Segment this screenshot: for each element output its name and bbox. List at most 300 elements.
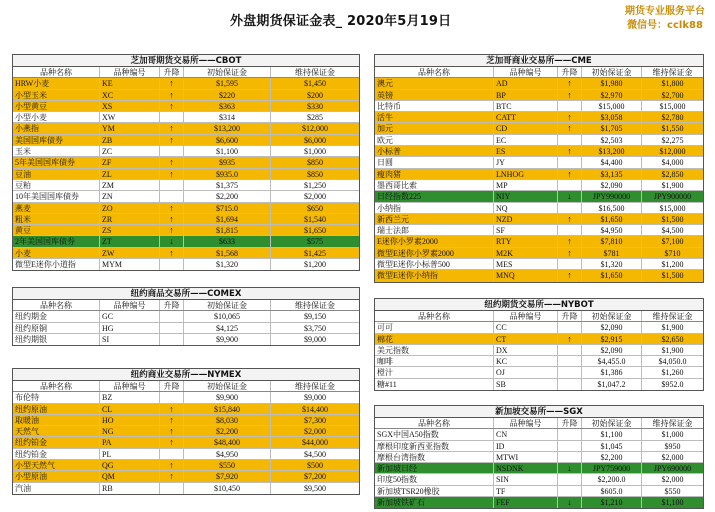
initial-margin: $1,650 [582,214,642,224]
maintenance-margin: $952.0 [661,379,684,389]
maintenance-margin: $1,450 [304,79,326,89]
arrow-up-icon: ↑ [558,236,582,246]
arrow-up-icon: ↑ [160,157,184,167]
table-row [375,463,703,474]
arrow-up-icon: ↑ [160,426,184,436]
product-name: 可可 [375,322,494,332]
initial-margin: $1,210 [582,497,642,508]
table-row [13,78,359,89]
product-code: ID [494,441,558,451]
product-code: CATT [494,112,558,122]
maintenance-margin: $7,200 [304,472,326,482]
maintenance-margin: $14,400 [302,404,328,414]
maintenance-margin: $6,000 [304,135,326,145]
maintenance-margin: $1,500 [661,214,684,224]
product-name: 印度50指数 [375,474,494,484]
updown-cell [558,367,582,377]
maintenance-margin: JPY900000 [653,192,692,202]
initial-margin: $9,900 [184,392,271,402]
initial-margin: $16,500 [582,203,642,213]
initial-margin: $15,840 [184,404,271,414]
initial-margin: $48,400 [184,437,271,447]
maintenance-margin: $7,300 [304,415,326,425]
sgx-title: 新加坡交易所——SGX [375,406,703,418]
sgx-table [374,405,704,509]
product-code: ZB [100,135,160,145]
initial-margin: $363 [184,101,271,111]
column-header-updown: 升降 [160,67,184,77]
maintenance-margin: $2,000 [661,452,684,462]
table-row [13,203,359,214]
product-code: AD [494,78,558,88]
updown-cell [558,157,582,167]
table-row [375,429,703,440]
initial-margin: $935.0 [184,169,271,179]
maintenance-margin: $1,800 [661,79,684,89]
maintenance-margin: $500 [307,461,323,471]
maintenance-margin: $650 [307,203,323,213]
product-name: 纽约原铜 [13,323,100,333]
column-header-initial: 初始保证金 [582,67,642,77]
table-row [375,270,703,281]
maintenance-margin: $9,500 [304,483,326,493]
product-name: 豆油 [13,169,100,179]
column-header-updown: 升降 [558,418,582,428]
arrow-up-icon: ↑ [558,90,582,100]
product-code: CT [494,334,558,344]
updown-cell [160,191,184,201]
column-header-name: 品种名称 [375,311,494,321]
product-code: MNQ [494,270,558,281]
table-row [375,225,703,236]
column-header-code: 品种编号 [494,311,558,321]
product-name: 新加坡日经 [375,463,494,473]
initial-margin: $1,320 [582,259,642,269]
arrow-down-icon: ↓ [558,463,582,473]
comex-column-header [13,300,359,311]
product-name: 布伦特 [13,392,100,402]
product-name: 美元指数 [375,345,494,355]
initial-margin: $3,058 [582,112,642,122]
product-code: MP [494,180,558,190]
product-name: 墨西哥比索 [375,180,494,190]
table-row [375,169,703,180]
maintenance-margin: $2,780 [661,113,684,123]
maintenance-margin: $4,500 [304,449,326,459]
product-name: 咖啡 [375,356,494,366]
product-code: LNHOG [494,169,558,179]
table-row [375,236,703,247]
product-name: 小型小麦 [13,112,100,122]
maintenance-margin: $1,540 [304,214,326,224]
product-code: SB [494,379,558,390]
maintenance-margin: $15,000 [659,101,686,111]
initial-margin: $1,386 [582,367,642,377]
initial-margin: $1,047.2 [582,379,642,390]
updown-cell [558,180,582,190]
maintenance-margin: $9,000 [304,393,326,403]
column-header-updown: 升降 [160,381,184,391]
table-row [13,404,359,415]
product-code: HG [100,323,160,333]
arrow-up-icon: ↑ [558,78,582,88]
column-header-maintenance: 维持保证金 [295,382,335,391]
updown-cell [558,441,582,451]
table-row [13,311,359,322]
product-name: 小型玉米 [13,90,100,100]
product-name: 纽约铂金 [13,449,100,459]
maintenance-margin: $1,000 [661,430,684,440]
initial-margin: $4,125 [184,323,271,333]
cme-title: 芝加哥商业交易所——CME [375,55,703,67]
product-code: ZM [100,180,160,190]
product-name: 10年美国国库债券 [13,191,100,201]
maintenance-margin: $2,275 [661,135,684,145]
product-code: XS [100,101,160,111]
product-code: FEF [494,497,558,508]
product-code: CL [100,404,160,414]
product-name: HRW小麦 [13,78,100,88]
initial-margin: $935 [184,157,271,167]
arrow-up-icon: ↑ [558,146,582,156]
table-row [13,426,359,437]
initial-margin: $2,090 [582,322,642,332]
arrow-up-icon: ↑ [160,101,184,111]
maintenance-margin: $4,000 [661,158,684,168]
maintenance-margin: $1,260 [661,368,684,378]
arrow-up-icon: ↑ [160,78,184,88]
initial-margin: $4,950 [582,225,642,235]
product-code: ZN [100,191,160,201]
product-name: 糖#11 [375,379,494,390]
table-row [13,112,359,123]
initial-margin: $2,503 [582,135,642,145]
product-code: BTC [494,101,558,111]
nybot-table [374,298,704,391]
product-name: 黄豆 [13,225,100,235]
column-header-code: 品种编号 [100,300,160,310]
table-row [13,471,359,482]
page-title: 外盘期货保证金表_ 2020年5月19日 [230,14,452,29]
table-row [375,248,703,259]
product-name: 摩根台湾指数 [375,452,494,462]
maintenance-margin: $9,000 [304,334,326,344]
product-name: 棉花 [375,334,494,344]
column-header-name: 品种名称 [13,381,100,391]
product-name: 燕麦 [13,203,100,213]
maintenance-margin: $575 [307,237,323,247]
product-code: NIY [494,191,558,201]
table-row [375,367,703,378]
updown-cell [558,345,582,355]
arrow-up-icon: ↑ [160,214,184,224]
table-row [375,259,703,270]
updown-cell [160,180,184,190]
brand-line-2: 微信号：cclk88 [627,20,703,31]
column-header-updown: 升降 [558,311,582,321]
initial-margin: $4,455.0 [582,356,642,366]
initial-margin: $7,810 [582,236,642,246]
updown-cell [558,101,582,111]
nymex-table [12,368,360,495]
initial-margin: $6,600 [184,135,271,145]
product-name: 小燕指 [13,123,100,133]
updown-cell [558,322,582,332]
product-name: 加元 [375,123,494,133]
table-row [375,497,703,508]
updown-cell [558,474,582,484]
table-row [13,191,359,202]
maintenance-margin: $1,650 [304,226,326,236]
product-name: 欧元 [375,135,494,145]
maintenance-margin: $9,150 [304,312,326,322]
table-row [375,379,703,390]
table-row [13,334,359,345]
initial-margin: $314 [184,112,271,122]
initial-margin: $550 [184,460,271,470]
arrow-up-icon: ↑ [160,135,184,145]
table-row [13,437,359,448]
product-name: 天然气 [13,426,100,436]
table-row [375,356,703,367]
initial-margin: $9,900 [184,334,271,345]
product-code: OJ [494,367,558,377]
product-name: 英镑 [375,90,494,100]
updown-cell [160,323,184,333]
table-row [375,452,703,463]
arrow-up-icon: ↑ [160,90,184,100]
arrow-up-icon: ↑ [558,112,582,122]
arrow-down-icon: ↓ [558,497,582,508]
product-code: NQ [494,203,558,213]
product-name: 小型原油 [13,471,100,481]
updown-cell [558,135,582,145]
product-code: QM [100,471,160,481]
product-name: 小纳指 [375,203,494,213]
column-header-name: 品种名称 [13,300,100,310]
product-code: BP [494,90,558,100]
column-header-updown: 升降 [160,300,184,310]
initial-margin: $13,200 [184,123,271,133]
maintenance-margin: $550 [664,486,681,496]
table-row [375,486,703,497]
product-name: 比特币 [375,101,494,111]
initial-margin: $15,000 [582,101,642,111]
brand-label [625,5,705,33]
product-name: 日经指数225 [375,191,494,201]
product-name: 瘦肉猪 [375,169,494,179]
initial-margin: $3,135 [582,169,642,179]
product-code: RTY [494,236,558,246]
column-header-maintenance: 维持保证金 [652,312,693,321]
initial-margin: $2,200 [184,191,271,201]
maintenance-margin: $12,000 [659,147,686,157]
updown-cell [558,452,582,462]
cbot-column-header [13,67,359,78]
maintenance-margin: $330 [307,101,323,111]
product-name: 新加坡铁矿石 [375,497,494,508]
initial-margin: $10,065 [184,311,271,321]
initial-margin: $1,568 [184,248,271,258]
product-name: 微型E迷你小道指 [13,259,100,270]
table-row [13,101,359,112]
initial-margin: $1,045 [582,441,642,451]
table-row [375,345,703,356]
product-code: SI [100,334,160,345]
product-code: NG [100,426,160,436]
product-code: MES [494,259,558,269]
initial-margin: $7,920 [184,471,271,481]
cme-table [374,54,704,283]
product-code: MYM [100,259,160,270]
product-name: 橙汁 [375,367,494,377]
updown-cell [160,146,184,156]
comex-table [12,287,360,346]
arrow-up-icon: ↑ [160,169,184,179]
product-name: 豆粕 [13,180,100,190]
table-row [13,123,359,134]
updown-cell [558,203,582,213]
product-code: ZF [100,157,160,167]
maintenance-margin: $4,500 [661,226,684,236]
updown-cell [558,356,582,366]
table-row [375,474,703,485]
product-name: 微型E迷你小标普500 [375,259,494,269]
product-name: 摩根印度新西亚指数 [375,441,494,451]
column-header-updown: 升降 [558,67,582,77]
table-row [375,322,703,333]
product-name: 美国国库债券 [13,135,100,145]
maintenance-margin: $1,100 [661,498,684,508]
column-header-maintenance: 维持保证金 [295,301,335,310]
maintenance-margin: $285 [307,113,323,123]
initial-margin: $1,595 [184,78,271,88]
updown-cell [160,259,184,270]
table-row [13,248,359,259]
updown-cell [160,311,184,321]
maintenance-margin: $1,425 [304,248,326,258]
maintenance-margin: $2,000 [661,475,684,485]
initial-margin: $605.0 [582,486,642,496]
arrow-up-icon: ↑ [160,203,184,213]
maintenance-margin: $12,000 [302,124,328,134]
maintenance-margin: $1,200 [661,260,684,270]
maintenance-margin: $2,000 [304,192,326,202]
initial-margin: $1,650 [582,270,642,281]
product-code: ZO [100,203,160,213]
initial-margin: $2,200 [582,452,642,462]
column-header-name: 品种名称 [375,418,494,428]
table-row [375,146,703,157]
initial-margin: $4,400 [582,157,642,167]
maintenance-margin: $200 [307,90,323,100]
maintenance-margin: $1,900 [661,345,684,355]
product-name: 取暖油 [13,415,100,425]
initial-margin: $1,100 [582,429,642,439]
initial-margin: $1,815 [184,225,271,235]
initial-margin: $1,100 [184,146,271,156]
initial-margin: $2,090 [582,180,642,190]
table-row [13,483,359,494]
maintenance-margin: $7,100 [661,237,684,247]
updown-cell [558,225,582,235]
updown-cell [558,486,582,496]
product-name: 小标普 [375,146,494,156]
table-row [13,169,359,180]
product-code: M2K [494,248,558,258]
product-name: 新西兰元 [375,214,494,224]
maintenance-margin: $950 [664,441,681,451]
table-row [13,180,359,191]
initial-margin: $2,200 [184,426,271,436]
brand-line-1: 期货专业服务平台 [625,6,705,17]
column-header-code: 品种编号 [100,381,160,391]
initial-margin: $633 [184,236,271,246]
product-code: TF [494,486,558,496]
initial-margin: $2,970 [582,90,642,100]
product-code: BZ [100,392,160,402]
cme-column-header [375,67,703,78]
product-name: 微型E迷你小罗素2000 [375,248,494,258]
arrow-up-icon: ↑ [160,225,184,235]
table-row [375,78,703,89]
arrow-down-icon: ↓ [160,236,184,246]
maintenance-margin: $2,000 [304,427,326,437]
initial-margin: $2,090 [582,345,642,355]
product-name: SGX中国A50指数 [375,429,494,439]
nymex-column-header [13,381,359,392]
updown-cell [558,259,582,269]
product-code: KE [100,78,160,88]
product-name: 2年美国国库债券 [13,236,100,246]
product-code: NSDNK [494,463,558,473]
product-code: MTWI [494,452,558,462]
maintenance-margin: $1,900 [661,180,684,190]
table-row [375,123,703,134]
initial-margin: $715.0 [184,203,271,213]
column-header-initial: 初始保证金 [184,300,271,310]
nybot-column-header [375,311,703,322]
product-name: 汽油 [13,483,100,494]
nymex-title: 纽约商业交易所——NYMEX [13,369,359,381]
arrow-up-icon: ↑ [160,415,184,425]
product-name: 新加坡TSR20橡胶 [375,486,494,496]
initial-margin: $2,200.0 [582,474,642,484]
product-name: 小型黄豆 [13,101,100,111]
product-code: PA [100,437,160,447]
product-name: 瑞士法郎 [375,225,494,235]
maintenance-margin: $2,650 [661,334,684,344]
maintenance-margin: $2,850 [661,169,684,179]
product-code: CC [494,322,558,332]
product-code: CD [494,123,558,133]
column-header-code: 品种编号 [494,418,558,428]
table-row [375,334,703,345]
table-row [13,135,359,146]
table-row [13,415,359,426]
initial-margin: $4,950 [184,449,271,459]
initial-margin: $10,450 [184,483,271,494]
initial-margin: $220 [184,90,271,100]
maintenance-margin: JPY690000 [653,464,692,474]
updown-cell [160,112,184,122]
maintenance-margin: $2,700 [661,90,684,100]
updown-cell [160,392,184,402]
maintenance-margin: $850 [307,169,323,179]
product-code: ZS [100,225,160,235]
product-code: ZC [100,146,160,156]
arrow-down-icon: ↓ [558,191,582,201]
